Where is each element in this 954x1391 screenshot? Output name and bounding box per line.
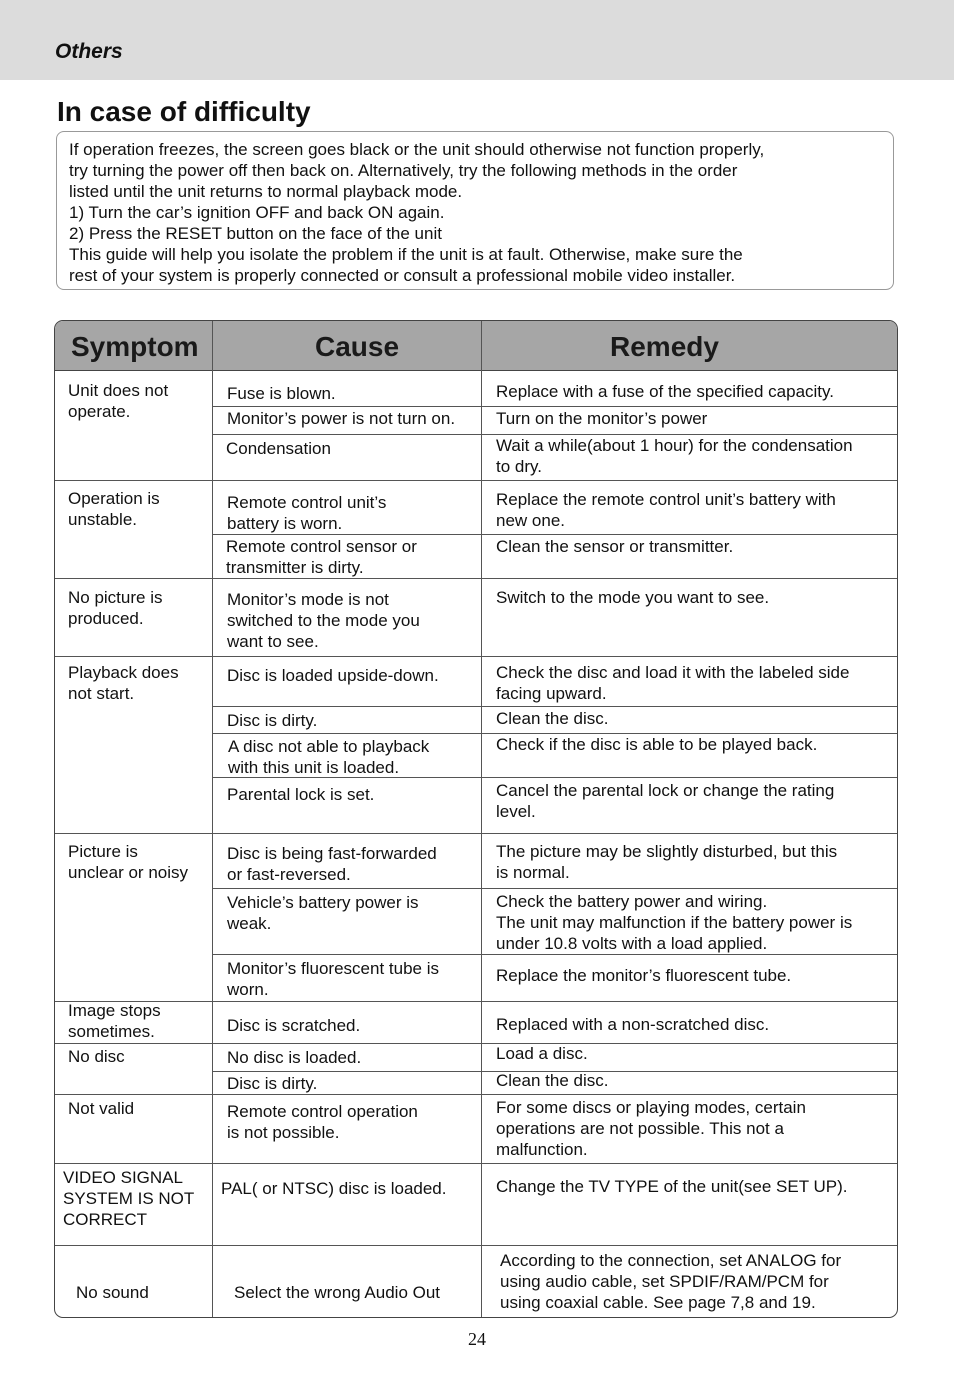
- remedy-cell: Clean the disc.: [496, 1071, 609, 1090]
- intro-line: If operation freezes, the screen goes black or the unit should otherwise not function properly,: [69, 140, 765, 159]
- symptom-cell: No sound: [76, 1283, 149, 1302]
- group-divider: [55, 578, 898, 579]
- row-divider: [212, 534, 898, 535]
- symptom-cell: Not valid: [68, 1099, 135, 1118]
- row-divider: [212, 706, 898, 707]
- intro-line: 1) Turn the car’s ignition OFF and back ON again.: [69, 203, 445, 222]
- group-divider: [55, 833, 898, 834]
- intro-line: try turning the power off then back on. Alternatively, try the following methods in the order: [69, 161, 738, 180]
- cause-cell: Disc is dirty.: [227, 1074, 318, 1093]
- symptom-cell: Playback does not start.: [68, 663, 179, 703]
- row-divider: [212, 406, 898, 407]
- cause-cell: PAL( or NTSC) disc is loaded.: [221, 1179, 447, 1198]
- remedy-cell: Clean the disc.: [496, 709, 609, 728]
- symptom-cell: VIDEO SIGNAL SYSTEM IS NOT CORRECT: [63, 1168, 195, 1229]
- row-divider: [212, 888, 898, 889]
- remedy-cell: According to the connection, set ANALOG for using audio cable, set SPDIF/RAM/PCM for using coaxial cable. See page 7,8 and 19.: [500, 1251, 842, 1312]
- remedy-cell: Wait a while(about 1 hour) for the condensation to dry.: [496, 436, 853, 476]
- cause-cell: Monitor’s mode is not switched to the mode you want to see.: [227, 590, 420, 651]
- remedy-cell: Check if the disc is able to be played back.: [496, 735, 818, 754]
- page-title: In case of difficulty: [57, 96, 311, 127]
- remedy-cell: Switch to the mode you want to see.: [496, 588, 770, 607]
- cause-cell: Remote control sensor or transmitter is dirty.: [226, 537, 417, 577]
- cause-cell: A disc not able to playback with this unit is loaded.: [228, 737, 430, 777]
- cause-cell: Vehicle’s battery power is weak.: [227, 893, 419, 933]
- page-number: 24: [468, 1329, 486, 1349]
- header-bar: [0, 0, 954, 80]
- section-label: Others: [55, 40, 123, 63]
- symptom-cell: Operation is unstable.: [68, 489, 160, 529]
- remedy-cell: Replace the monitor’s fluorescent tube.: [496, 966, 792, 985]
- intro-line: 2) Press the RESET button on the face of the unit: [69, 224, 442, 243]
- symptom-cell: Image stops sometimes.: [68, 1001, 161, 1041]
- cause-cell: Disc is loaded upside-down.: [227, 666, 439, 685]
- cause-cell: Disc is being fast-forwarded or fast-reversed.: [227, 844, 437, 884]
- intro-line: listed until the unit returns to normal playback mode.: [69, 182, 463, 201]
- remedy-cell: Check the battery power and wiring. The unit may malfunction if the battery power is under 10.8 volts with a load applied.: [496, 892, 853, 953]
- symptom-cell: No picture is produced.: [68, 588, 163, 628]
- group-divider: [55, 1245, 898, 1246]
- remedy-cell: For some discs or playing modes, certain operations are not possible. This not a malfunction.: [496, 1098, 806, 1159]
- cause-cell: No disc is loaded.: [227, 1048, 362, 1067]
- intro-line: This guide will help you isolate the problem if the unit is at fault. Otherwise, make sure the: [69, 245, 743, 264]
- cause-cell: Remote control unit’s battery is worn.: [227, 493, 387, 533]
- cause-cell: Select the wrong Audio Out: [234, 1283, 441, 1302]
- group-divider: [55, 656, 898, 657]
- cause-cell: Monitor’s fluorescent tube is worn.: [227, 959, 439, 999]
- group-divider: [55, 1163, 898, 1164]
- remedy-cell: Replace the remote control unit’s battery with new one.: [496, 490, 836, 530]
- cause-cell: Condensation: [226, 439, 331, 458]
- symptom-cell: Picture is unclear or noisy: [68, 842, 189, 882]
- cause-header: Cause: [315, 331, 400, 362]
- remedy-cell: Load a disc.: [496, 1044, 588, 1063]
- column-divider: [481, 321, 482, 1318]
- remedy-cell: Change the TV TYPE of the unit(see SET UP).: [496, 1177, 848, 1196]
- remedy-cell: The picture may be slightly disturbed, but this is normal.: [496, 842, 838, 882]
- group-divider: [55, 1094, 898, 1095]
- remedy-cell: Clean the sensor or transmitter.: [496, 537, 734, 556]
- column-divider: [212, 321, 213, 1318]
- remedy-cell: Turn on the monitor’s power: [496, 409, 708, 428]
- troubleshooting-table: [54, 320, 898, 1318]
- symptom-cell: No disc: [68, 1047, 125, 1066]
- cause-cell: Disc is dirty.: [227, 711, 318, 730]
- group-divider: [55, 480, 898, 481]
- symptom-cell: Unit does not operate.: [68, 381, 169, 421]
- remedy-cell: Replace with a fuse of the specified capacity.: [496, 382, 834, 401]
- intro-text: [69, 139, 764, 286]
- cause-cell: Monitor’s power is not turn on.: [227, 409, 456, 428]
- remedy-cell: Cancel the parental lock or change the rating level.: [496, 781, 835, 821]
- symptom-header: Symptom: [71, 331, 199, 362]
- remedy-cell: Replaced with a non-scratched disc.: [496, 1015, 770, 1034]
- remedy-header: Remedy: [610, 331, 719, 362]
- remedy-cell: Check the disc and load it with the labeled side facing upward.: [496, 663, 850, 703]
- cause-cell: Fuse is blown.: [227, 384, 336, 403]
- cause-cell: Remote control operation is not possible.: [227, 1102, 418, 1142]
- cause-cell: Disc is scratched.: [227, 1016, 361, 1035]
- row-divider: [212, 954, 898, 955]
- cause-cell: Parental lock is set.: [227, 785, 375, 804]
- intro-line: rest of your system is properly connected or consult a professional mobile video installer.: [69, 266, 736, 285]
